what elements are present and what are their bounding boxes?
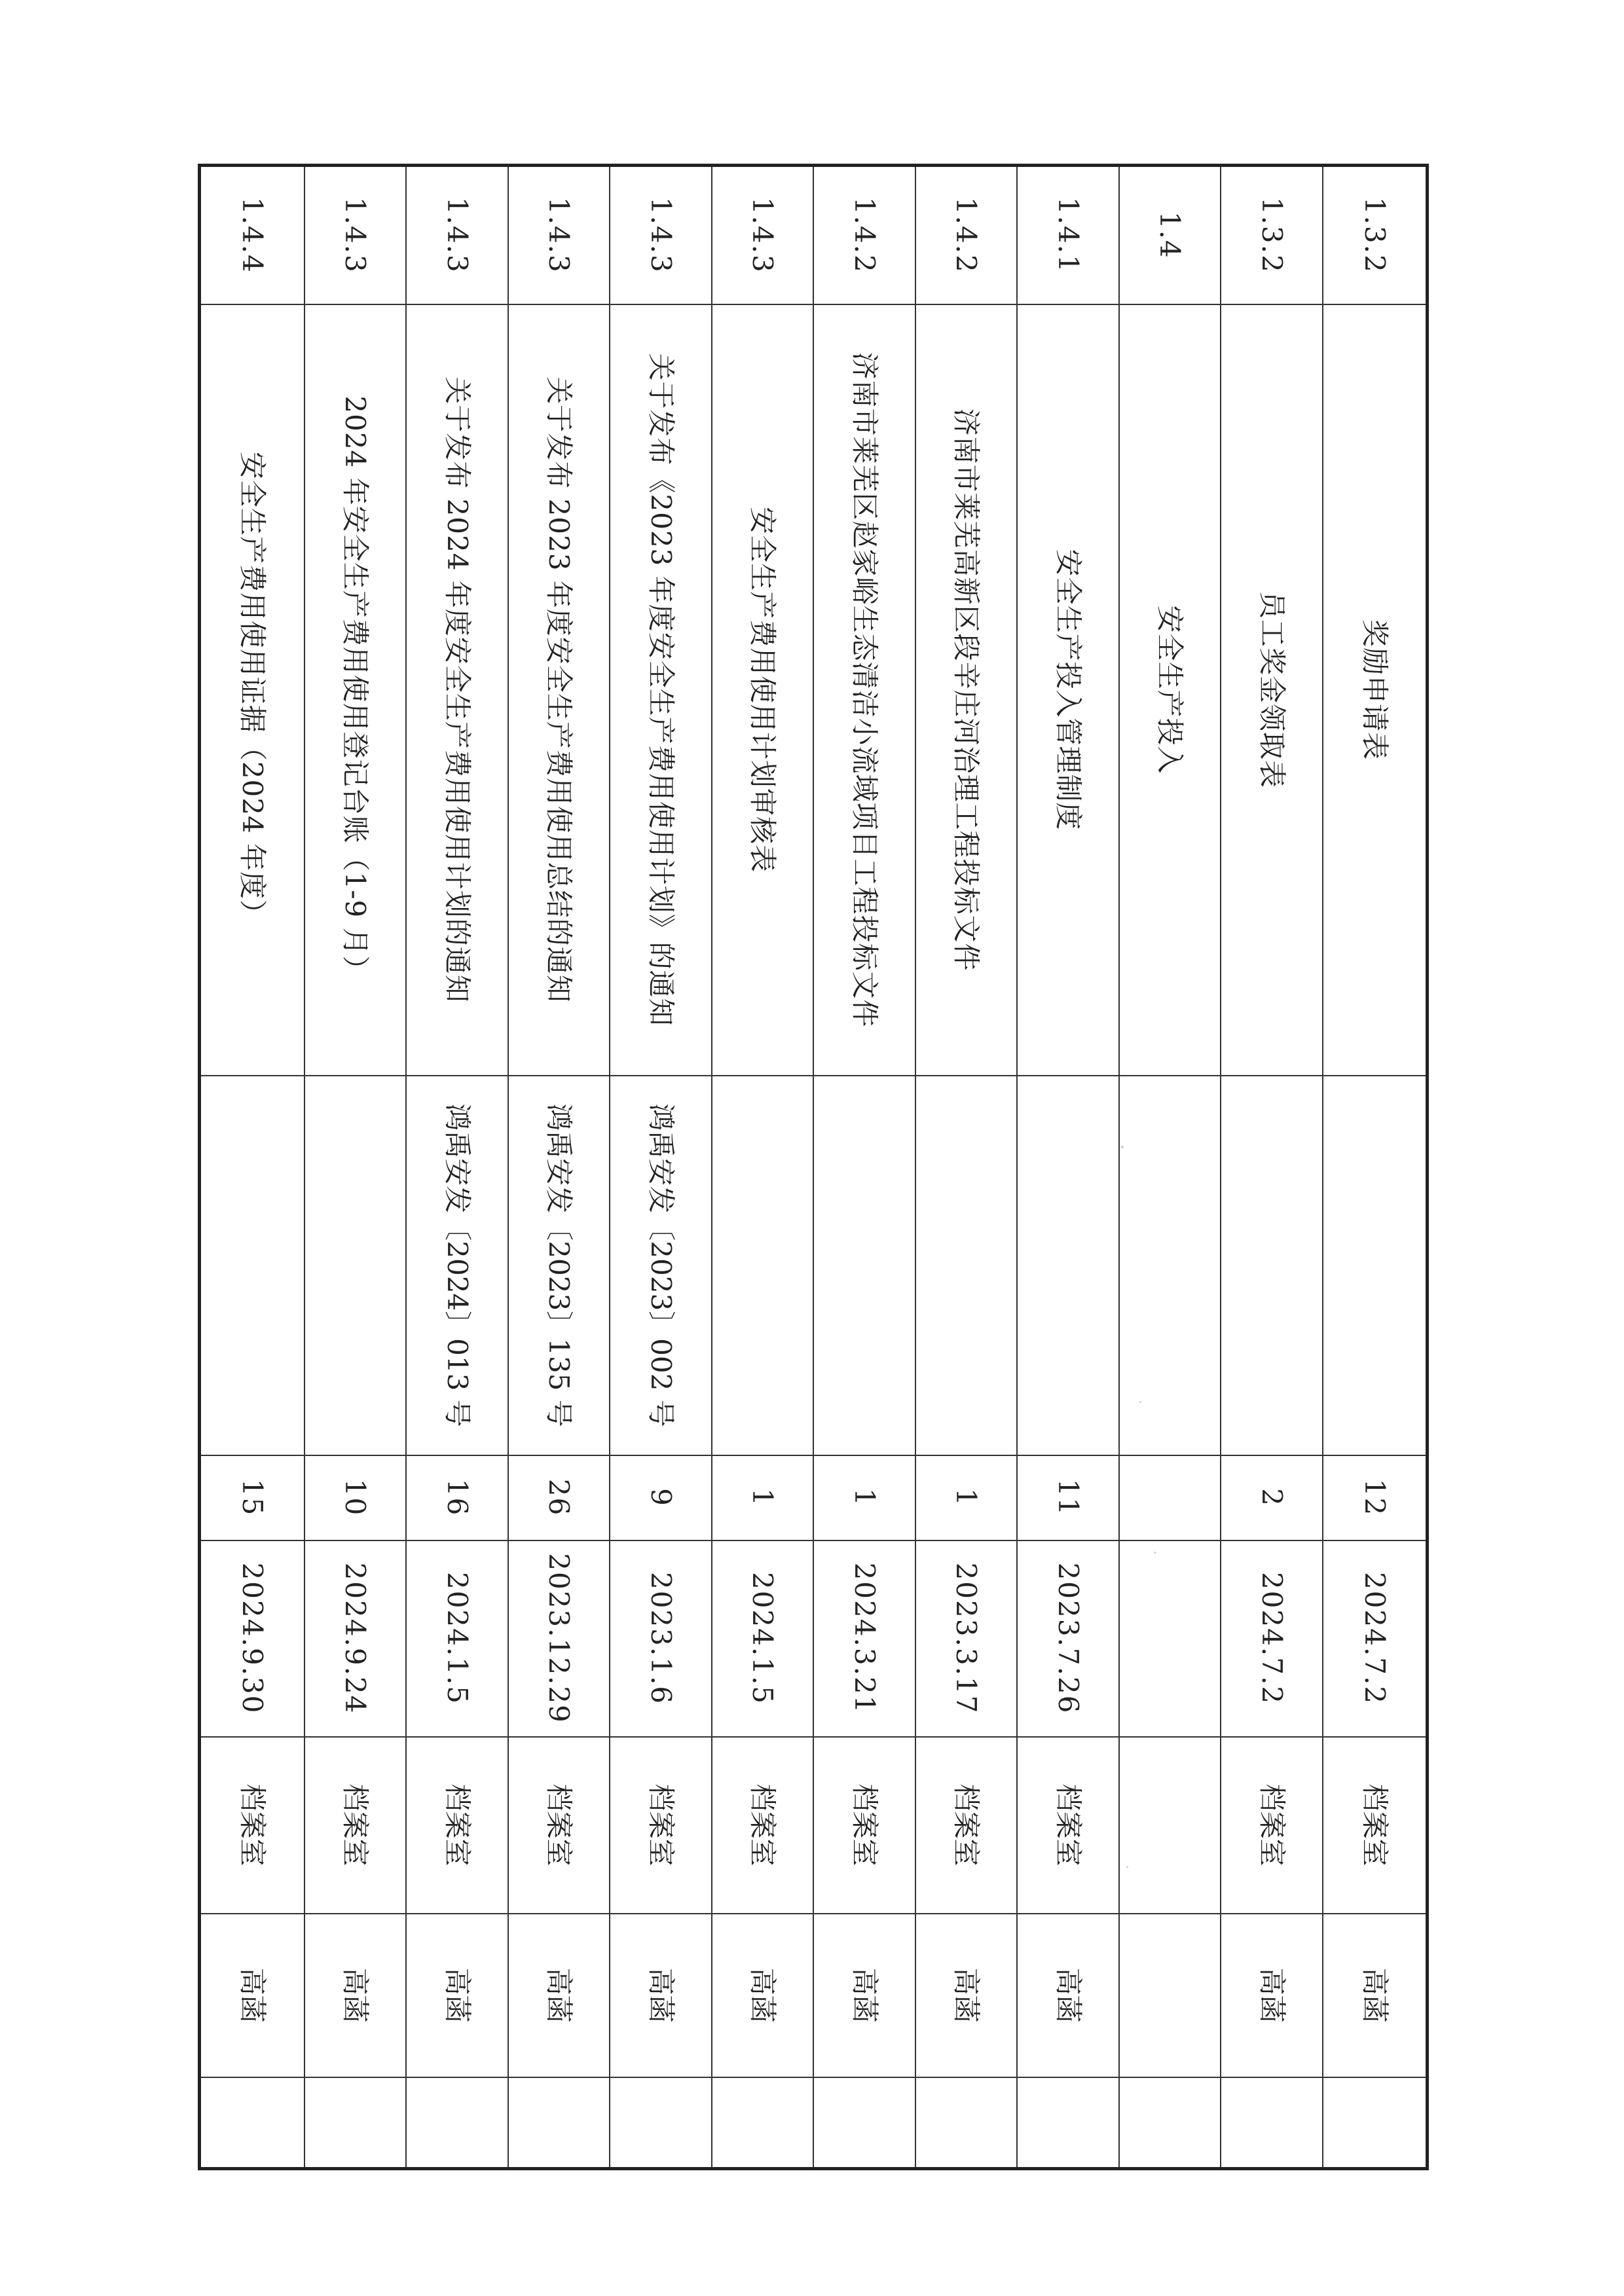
date-cell: 2023.7.26	[1017, 1540, 1119, 1737]
date-cell: 2024.1.5	[712, 1540, 814, 1737]
remark-cell	[712, 2077, 814, 2169]
document-title-cell: 济南市莱芜高新区段辛庄河治理工程投标文件	[915, 304, 1018, 1076]
document-number-cell: 鸿禹安发〔2023〕002 号	[610, 1076, 712, 1455]
custodian-cell: 高菡	[304, 1914, 407, 2077]
date-cell: 2024.7.2	[1323, 1540, 1428, 1737]
table-row	[406, 166, 508, 2169]
document-title-cell: 关于发布 2024 年度安全生产费用使用计划的通知	[406, 304, 508, 1076]
date-cell: 2024.1.5	[406, 1540, 508, 1737]
page-count-cell: 1	[915, 1455, 1018, 1540]
page-count-cell: 2	[1221, 1455, 1323, 1540]
catalog-no-cell: 1.4	[1119, 166, 1221, 304]
storage-location-cell: 档案室	[406, 1737, 508, 1914]
page-count-cell: 11	[1017, 1455, 1119, 1540]
archive-register-table	[198, 164, 1429, 2170]
document-number-cell: 鸿禹安发〔2024〕013 号	[406, 1076, 508, 1455]
storage-location-cell: 档案室	[712, 1737, 814, 1914]
document-number-cell	[200, 1076, 304, 1455]
document-number-cell	[304, 1076, 407, 1455]
document-title-cell: 安全生产投入	[1119, 304, 1221, 1076]
document-title-cell: 关于发布《2023 年度安全生产费用使用计划》的通知	[610, 304, 712, 1076]
remark-cell	[304, 2077, 407, 2169]
page-count-cell: 1	[813, 1455, 915, 1540]
document-number-cell	[1323, 1076, 1428, 1455]
remark-cell	[813, 2077, 915, 2169]
date-cell: 2024.3.21	[813, 1540, 915, 1737]
storage-location-cell: 档案室	[200, 1737, 304, 1914]
document-title-cell: 关于发布 2023 年度安全生产费用使用总结的通知	[508, 304, 610, 1076]
page-count-cell: 15	[200, 1455, 304, 1540]
rotated-table-page	[198, 164, 1429, 2167]
storage-location-cell: 档案室	[610, 1737, 712, 1914]
table-row	[508, 166, 610, 2169]
document-number-cell	[1017, 1076, 1119, 1455]
document-number-cell	[712, 1076, 814, 1455]
date-cell: 2024.7.2	[1221, 1540, 1323, 1737]
document-title-cell: 安全生产投入管理制度	[1017, 304, 1119, 1076]
table-row	[1017, 166, 1119, 2169]
storage-location-cell: 档案室	[508, 1737, 610, 1914]
custodian-cell	[1119, 1914, 1221, 2077]
document-number-cell: 鸿禹安发〔2023〕135 号	[508, 1076, 610, 1455]
storage-location-cell: 档案室	[915, 1737, 1018, 1914]
document-title-cell: 奖励申请表	[1323, 304, 1428, 1076]
date-cell	[1119, 1540, 1221, 1737]
table-row	[1323, 166, 1428, 2169]
custodian-cell: 高菡	[813, 1914, 915, 2077]
table-row	[304, 166, 407, 2169]
custodian-cell: 高菡	[200, 1914, 304, 2077]
date-cell: 2024.9.24	[304, 1540, 407, 1737]
storage-location-cell: 档案室	[1221, 1737, 1323, 1914]
catalog-no-cell: 1.3.2	[1221, 166, 1323, 304]
page-count-cell: 9	[610, 1455, 712, 1540]
remark-cell	[508, 2077, 610, 2169]
catalog-no-cell: 1.4.3	[406, 166, 508, 304]
catalog-no-cell: 1.4.3	[304, 166, 407, 304]
catalog-no-cell: 1.4.3	[712, 166, 814, 304]
custodian-cell: 高菡	[610, 1914, 712, 2077]
catalog-no-cell: 1.4.2	[915, 166, 1018, 304]
table-row	[915, 166, 1018, 2169]
storage-location-cell: 档案室	[304, 1737, 407, 1914]
date-cell: 2023.1.6	[610, 1540, 712, 1737]
table-row	[610, 166, 712, 2169]
remark-cell	[915, 2077, 1018, 2169]
page-count-cell: 12	[1323, 1455, 1428, 1540]
page-count-cell: 26	[508, 1455, 610, 1540]
custodian-cell: 高菡	[1017, 1914, 1119, 2077]
table-row	[712, 166, 814, 2169]
document-title-cell: 员工奖金领取表	[1221, 304, 1323, 1076]
date-cell: 2023.12.29	[508, 1540, 610, 1737]
custodian-cell: 高菡	[1323, 1914, 1428, 2077]
remark-cell	[1323, 2077, 1428, 2169]
table-row	[1221, 166, 1323, 2169]
storage-location-cell	[1119, 1737, 1221, 1914]
table-row	[200, 166, 304, 2169]
page-count-cell: 1	[712, 1455, 814, 1540]
catalog-no-cell: 1.4.4	[200, 166, 304, 304]
custodian-cell: 高菡	[712, 1914, 814, 2077]
remark-cell	[1221, 2077, 1323, 2169]
document-number-cell	[1119, 1076, 1221, 1455]
custodian-cell: 高菡	[1221, 1914, 1323, 2077]
page-count-cell: 16	[406, 1455, 508, 1540]
document-number-cell	[915, 1076, 1018, 1455]
document-title-cell: 2024 年安全生产费用使用登记台账（1-9 月）	[304, 304, 407, 1076]
custodian-cell: 高菡	[915, 1914, 1018, 2077]
storage-location-cell: 档案室	[1323, 1737, 1428, 1914]
document-title-cell: 安全生产费用使用证据（2024 年度）	[200, 304, 304, 1076]
catalog-no-cell: 1.4.1	[1017, 166, 1119, 304]
catalog-no-cell: 1.3.2	[1323, 166, 1428, 304]
remark-cell	[1017, 2077, 1119, 2169]
storage-location-cell: 档案室	[1017, 1737, 1119, 1914]
remark-cell	[1119, 2077, 1221, 2169]
custodian-cell: 高菡	[508, 1914, 610, 2077]
page-count-cell	[1119, 1455, 1221, 1540]
document-title-cell: 安全生产费用使用计划审核表	[712, 304, 814, 1076]
remark-cell	[406, 2077, 508, 2169]
table-row	[813, 166, 915, 2169]
document-title-cell: 济南市莱芜区赵家峪生态清洁小流域项目工程投标文件	[813, 304, 915, 1076]
document-number-cell	[813, 1076, 915, 1455]
storage-location-cell: 档案室	[813, 1737, 915, 1914]
page-count-cell: 10	[304, 1455, 407, 1540]
table-body	[200, 166, 1428, 2169]
date-cell: 2024.9.30	[200, 1540, 304, 1737]
date-cell: 2023.3.17	[915, 1540, 1018, 1737]
remark-cell	[610, 2077, 712, 2169]
document-number-cell	[1221, 1076, 1323, 1455]
catalog-no-cell: 1.4.3	[508, 166, 610, 304]
table-row	[1119, 166, 1221, 2169]
custodian-cell: 高菡	[406, 1914, 508, 2077]
catalog-no-cell: 1.4.2	[813, 166, 915, 304]
remark-cell	[200, 2077, 304, 2169]
catalog-no-cell: 1.4.3	[610, 166, 712, 304]
